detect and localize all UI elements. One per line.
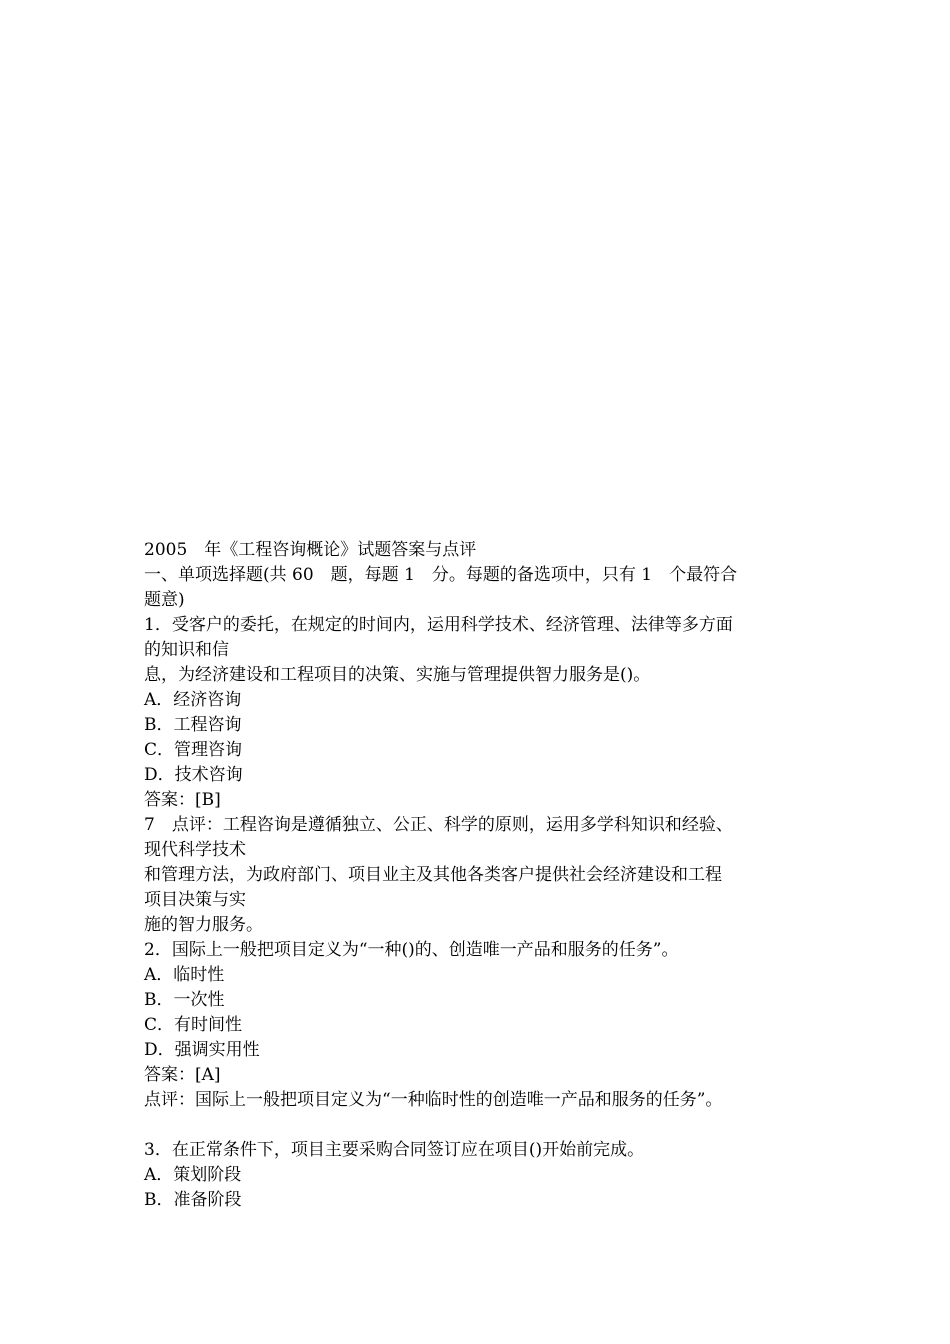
document-body xyxy=(144,538,824,1213)
section-heading-continued: 题意) xyxy=(144,590,185,610)
question-1-option-d: D．技术咨询 xyxy=(144,765,243,785)
question-2-stem: 2．国际上一般把项目定义为“一种()的、创造唯一产品和服务的任务”。 xyxy=(144,940,679,960)
question-2-option-a: A．临时性 xyxy=(144,965,225,985)
section-heading: 一、单项选择题(共 60 题，每题 1 分。每题的备选项中，只有 1 个最符合 xyxy=(144,565,738,585)
question-1-comment: 7 点评：工程咨询是遵循独立、公正、科学的原则，运用多学科知识和经验、 xyxy=(144,815,733,835)
question-1-option-a: A．经济咨询 xyxy=(144,690,242,710)
document-title: 2005 年《工程咨询概论》试题答案与点评 xyxy=(144,540,477,560)
question-1-option-c: C．管理咨询 xyxy=(144,740,243,760)
question-1-option-b: B．工程咨询 xyxy=(144,715,242,735)
paragraph-spacer xyxy=(144,1113,824,1138)
question-3-stem: 3．在正常条件下，项目主要采购合同签订应在项目()开始前完成。 xyxy=(144,1140,645,1160)
question-2-answer: 答案：[A] xyxy=(144,1065,221,1085)
question-3-option-b: B．准备阶段 xyxy=(144,1190,242,1210)
question-2-option-c: C．有时间性 xyxy=(144,1015,243,1035)
question-2-comment: 点评：国际上一般把项目定义为“一种临时性的创造唯一产品和服务的任务”。 xyxy=(144,1090,723,1110)
question-1-stem: 1．受客户的委托，在规定的时间内，运用科学技术、经济管理、法律等多方面 xyxy=(144,615,733,635)
question-1-comment-continued: 项目决策与实 xyxy=(144,890,246,910)
question-1-comment-continued: 和管理方法，为政府部门、项目业主及其他各类客户提供社会经济建设和工程 xyxy=(144,865,722,885)
question-1-comment-continued: 施的智力服务。 xyxy=(144,915,263,935)
question-2-option-b: B．一次性 xyxy=(144,990,225,1010)
question-3-option-a: A．策划阶段 xyxy=(144,1165,242,1185)
question-1-comment-continued: 现代科学技术 xyxy=(144,840,246,860)
question-2-option-d: D．强调实用性 xyxy=(144,1040,260,1060)
question-1-stem-continued: 息，为经济建设和工程项目的决策、实施与管理提供智力服务是()。 xyxy=(144,665,651,685)
question-1-answer: 答案：[B] xyxy=(144,790,221,810)
question-1-stem-continued: 的知识和信 xyxy=(144,640,229,660)
